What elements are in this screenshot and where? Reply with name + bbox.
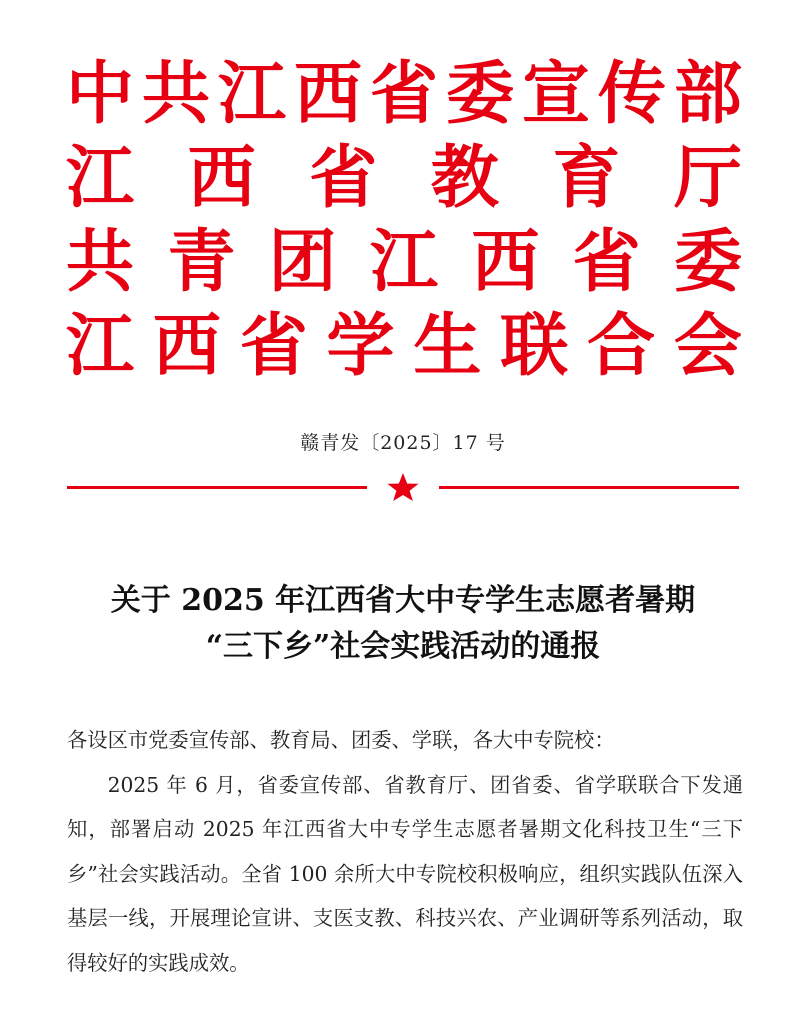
org-char: 西 [152, 306, 221, 386]
org-char: 厅 [673, 138, 742, 218]
salutation: 各设区市党委宣传部、教育局、团委、学联，各大中专院校： [67, 728, 615, 752]
org-char: 西 [294, 54, 363, 134]
org-char: 部 [674, 54, 743, 134]
org-line-1 [66, 52, 742, 136]
org-char: 西 [471, 222, 540, 302]
org-char: 育 [552, 138, 621, 218]
red-divider [67, 472, 739, 502]
org-char: 学 [326, 306, 395, 386]
org-char: 江 [218, 54, 287, 134]
org-char: 江 [66, 138, 135, 218]
org-char: 省 [309, 138, 378, 218]
org-char: 中 [66, 54, 135, 134]
document-title [60, 578, 746, 670]
org-char: 省 [370, 54, 439, 134]
org-char: 合 [587, 306, 656, 386]
org-char: 西 [187, 138, 256, 218]
org-char: 江 [66, 306, 135, 386]
document-number: 赣青发〔2025〕17 号 [300, 432, 506, 454]
title-line-2: “三下乡”社会实践活动的通报 [205, 629, 601, 664]
org-char: 青 [167, 222, 236, 302]
org-char: 联 [500, 306, 569, 386]
org-char: 教 [430, 138, 499, 218]
org-line-2 [66, 136, 742, 220]
star-icon [384, 472, 422, 502]
org-char: 生 [413, 306, 482, 386]
org-char: 委 [446, 54, 515, 134]
org-char: 共 [66, 222, 135, 302]
org-char: 共 [142, 54, 211, 134]
org-char: 省 [239, 306, 308, 386]
org-char: 省 [572, 222, 641, 302]
org-char: 会 [673, 306, 742, 386]
org-line-3 [66, 220, 742, 304]
title-line-1: 关于 2025 年江西省大中专学生志愿者暑期 [110, 583, 696, 618]
org-char: 宣 [522, 54, 591, 134]
body-paragraph: 2025 年 6 月，省委宣传部、省教育厅、团省委、省学联联合下发通知，部署启动 2025 年江西省大中专学生志愿者暑期文化科技卫生“三下乡”社会实践活动。全省 100 余所大中专院校积极响应，组织实践队伍深入基层一线，开展理论宣讲、支医支教、科技兴农、产业调研等系列活动，取得较好的实践成效。 [67, 772, 743, 975]
divider-rule-right [439, 486, 739, 489]
org-char: 委 [673, 222, 742, 302]
document-body [67, 718, 743, 985]
org-line-4 [66, 304, 742, 388]
org-char: 江 [369, 222, 438, 302]
org-char: 团 [268, 222, 337, 302]
org-char: 传 [598, 54, 667, 134]
masthead [66, 52, 742, 388]
divider-rule-left [67, 486, 367, 489]
